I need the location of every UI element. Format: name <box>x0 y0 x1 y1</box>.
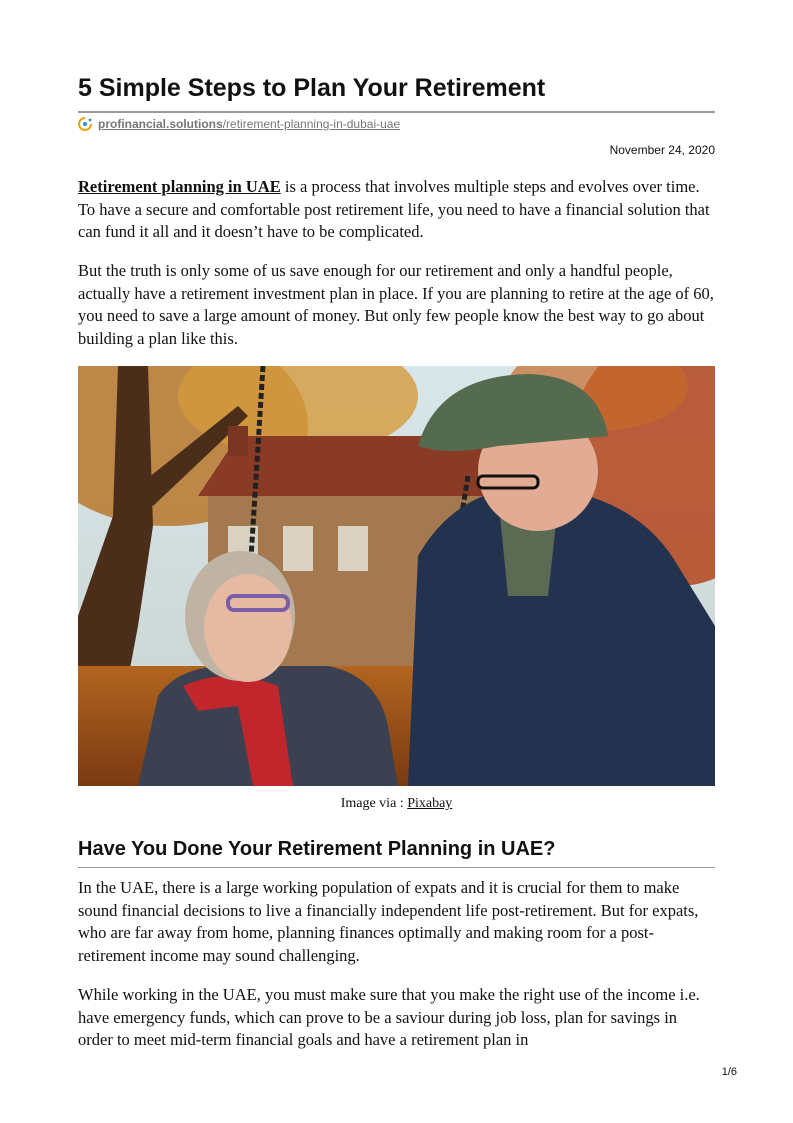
paragraph-3: In the UAE, there is a large working population of expats and it is crucial for them to make sound financial decisions to live a financially independent life post-retirement. But for expats, who are far away from home, planning finances optimally and making room for a post-retirement income may sound challenging. <box>78 878 699 965</box>
retirement-couple-photo <box>78 366 715 786</box>
source-line <box>78 117 400 131</box>
section-heading: Have You Done Your Retirement Planning in UAE? <box>78 838 715 868</box>
photo-illustration <box>78 366 715 786</box>
source-path: /retirement-planning-in-dubai-uae <box>222 117 401 131</box>
photo-caption <box>78 796 715 812</box>
article-title: 5 Simple Steps to Plan Your Retirement <box>78 74 715 113</box>
caption-prefix: Image via : <box>340 796 408 811</box>
retirement-planning-link[interactable]: Retirement planning in UAE <box>78 177 281 196</box>
source-domain: profinancial.solutions <box>98 117 223 131</box>
site-logo-icon <box>78 117 92 131</box>
publish-date: November 24, 2020 <box>609 143 715 157</box>
source-link[interactable] <box>98 117 400 131</box>
pixabay-link[interactable]: Pixabay <box>407 796 453 811</box>
page-number: 1/6 <box>721 1066 737 1078</box>
paragraph-1 <box>78 176 715 244</box>
paragraph-2: But the truth is only some of us save enough for our retirement and only a handful people, actually have a retirement investment plan in place. If you are planning to retire at the age of 60, you need to save a large amount of money. But only few people know the best way to go about building a plan like this. <box>78 261 714 348</box>
paragraph-4: While working in the UAE, you must make sure that you make the right use of the income i.e. have emergency funds, which can prove to be a saviour during job loss, plan for savings in order to meet mid-term financial goals and have a retirement plan in <box>78 985 700 1049</box>
paragraph-1-text: is a process that involves multiple steps and evolves over time. To have a secure and comfortable post retirement life, you need to have a financial solution that can fund it all and it doesn’t have to be complicated. <box>78 177 710 241</box>
